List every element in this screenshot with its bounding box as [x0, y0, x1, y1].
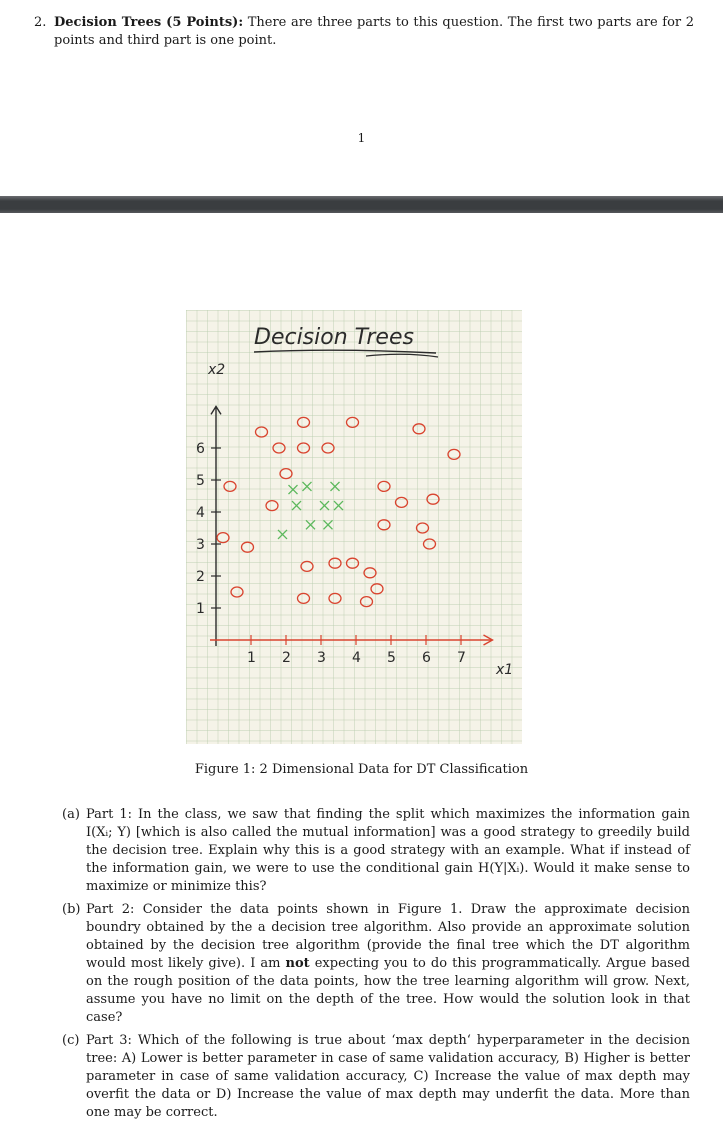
x-tick-label: 2	[282, 650, 291, 666]
y-tick-label: 5	[196, 473, 205, 489]
x-axis-label: x1	[496, 662, 514, 678]
circle-point	[371, 584, 383, 594]
y-tick-label: 6	[196, 441, 205, 457]
heading-underline	[254, 350, 436, 353]
x-tick-label: 3	[317, 650, 326, 666]
question-parts	[62, 806, 690, 1127]
x-tick-label: 1	[247, 650, 256, 666]
x-tick-label: 7	[457, 650, 466, 666]
part-b-text-end: expecting you to do this programmatically. Argue based on the rough position of the data points, how the tree learning algorithm will grow. Next, assume you have no limit on the depth of the tree. How would the solution look in that case?	[86, 956, 690, 1025]
circle-point	[231, 587, 243, 597]
circle-point	[242, 542, 254, 552]
circle-point	[417, 523, 429, 533]
part-c-text: Part 3: Which of the following is true about ‘max depth‘ hyperparameter in the decision tree: A) Lower is better parameter in case of same validation accuracy, B) Higher is better parameter in case of same validation accuracy, C) Increase the value of max depth may overfit the data or D) Increase the value of max depth may underfit the data. More than one may be correct.	[86, 1033, 690, 1120]
cross-point	[334, 501, 343, 510]
previous-page	[0, 0, 723, 196]
circle-point	[298, 443, 310, 453]
circle-point	[266, 501, 278, 511]
cross-point	[306, 520, 315, 529]
cross-point	[303, 482, 312, 491]
circle-point	[322, 443, 334, 453]
circle-point	[448, 449, 460, 459]
circle-point	[256, 427, 268, 437]
cross-point	[292, 501, 301, 510]
cross-point	[324, 520, 333, 529]
circle-point	[301, 561, 313, 571]
circle-point	[347, 417, 359, 427]
question-title: Decision Trees (5 Points):	[54, 15, 244, 30]
circle-point	[329, 593, 341, 603]
figure-heading: Decision Trees	[254, 325, 414, 350]
part-b-text: Part 2: Consider the data points shown in Figure 1. Draw the approximate decision boundry obtained by the a decision tree algorithm. Also provide an approximate solution obtained by the decision tree algorithm (provide the final tree which the DT algorithm would most likely give). I am	[86, 902, 690, 971]
cross-point	[289, 485, 298, 494]
question-header	[34, 14, 694, 50]
circle-point	[413, 424, 425, 434]
x-tick-label: 5	[387, 650, 396, 666]
question-number: 2.	[34, 15, 47, 30]
part-c	[62, 1032, 690, 1122]
circle-point	[298, 593, 310, 603]
circle-point	[364, 568, 376, 578]
circle-point	[378, 520, 390, 530]
circle-point	[217, 533, 229, 543]
part-b	[62, 901, 690, 1027]
circle-point	[396, 497, 408, 507]
part-b-emphasis: not	[285, 956, 310, 971]
part-c-label: (c)	[62, 1033, 80, 1048]
circle-point	[378, 481, 390, 491]
cross-point	[331, 482, 340, 491]
circle-point	[424, 539, 436, 549]
circle-point	[361, 597, 373, 607]
figure-axes	[196, 406, 493, 666]
part-b-label: (b)	[62, 902, 81, 917]
circle-point	[280, 469, 292, 479]
page-break-bar	[0, 196, 723, 213]
question-intro: There are three parts to this question. The first two parts are for 2 points and third part is one point.	[54, 15, 694, 48]
cross-point	[278, 530, 287, 539]
x-tick-label: 4	[352, 650, 361, 666]
y-axis-label: x2	[208, 362, 226, 378]
heading-underline-2	[366, 354, 438, 357]
circle-point	[347, 558, 359, 568]
y-tick-label: 1	[196, 601, 205, 617]
x-tick-label: 6	[422, 650, 431, 666]
figure-canvas	[186, 310, 522, 744]
circle-point	[427, 494, 439, 504]
page-number: 1	[357, 131, 366, 145]
y-tick-label: 4	[196, 505, 205, 521]
circle-point	[273, 443, 285, 453]
figure-points	[217, 417, 460, 606]
y-tick-label: 2	[196, 569, 205, 585]
part-a	[62, 806, 690, 896]
part-a-label: (a)	[62, 807, 80, 822]
cross-point	[320, 501, 329, 510]
figure-caption: Figure 1: 2 Dimensional Data for DT Classification	[194, 762, 529, 777]
handwritten-figure	[186, 310, 522, 744]
circle-point	[298, 417, 310, 427]
circle-point	[329, 558, 341, 568]
y-tick-label: 3	[196, 537, 205, 553]
circle-point	[224, 481, 236, 491]
part-a-text: Part 1: In the class, we saw that finding the split which maximizes the information gain I(Xᵢ; Y) [which is also called the mutual information] was a good strategy to greedily build the decision tree. Explain why this is a good strategy with an example. What if instead of the information gain, we were to use the conditional gain H(Y|Xᵢ). Would it make sense to maximize or minimize this?	[86, 807, 690, 894]
